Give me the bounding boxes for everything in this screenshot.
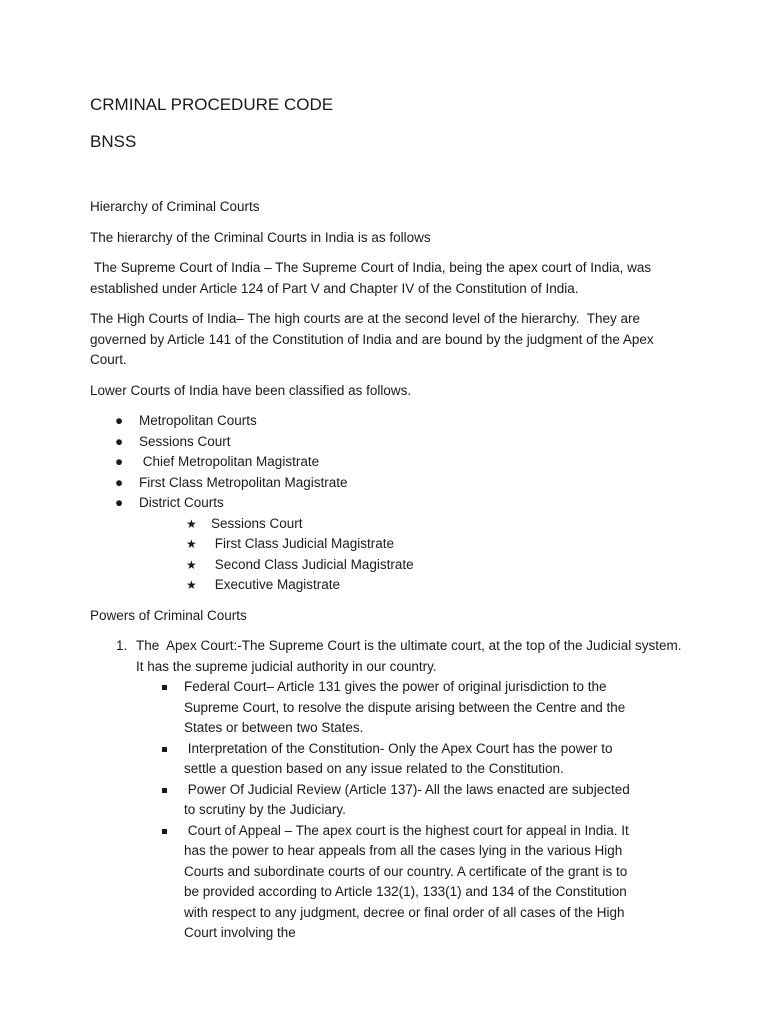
list-item: ★ Second Class Judicial Magistrate bbox=[90, 555, 690, 576]
lower-courts-intro: Lower Courts of India have been classified as follows. bbox=[90, 382, 412, 398]
star-icon: ★ bbox=[186, 578, 197, 592]
bullet-icon: ● bbox=[115, 454, 124, 469]
square-bullet-icon bbox=[162, 685, 167, 690]
list-item: ★ Executive Magistrate bbox=[90, 575, 690, 596]
section-heading-hierarchy: Hierarchy of Criminal Courts bbox=[90, 199, 260, 214]
list-item: ● Chief Metropolitan Magistrate bbox=[90, 452, 690, 473]
list-item: Power Of Judicial Review (Article 137)- All the laws enacted are subjected to scrutiny by the Judiciary. bbox=[136, 780, 636, 821]
square-bullet-icon bbox=[162, 788, 167, 793]
list-item: ● First Class Metropolitan Magistrate bbox=[90, 473, 690, 494]
list-item bbox=[90, 636, 690, 944]
list-number: 1. bbox=[116, 638, 128, 653]
bullet-icon: ● bbox=[115, 474, 124, 490]
list-item: Federal Court– Article 131 gives the power of original jurisdiction to the Supreme Court, to resolve the dispute arising between the Centre and the States or between two States. bbox=[136, 677, 636, 739]
document-title: CRMINAL PROCEDURE CODE bbox=[90, 95, 334, 114]
hierarchy-intro: The hierarchy of the Criminal Courts in India is as follows bbox=[90, 229, 431, 245]
bullet-icon: ● bbox=[115, 495, 124, 510]
square-bullet-icon bbox=[162, 747, 167, 752]
list-item: ★ First Class Judicial Magistrate bbox=[90, 534, 690, 555]
list-item: Interpretation of the Constitution- Only the Apex Court has the power to settle a question based on any issue related to the Constitution. bbox=[136, 739, 636, 780]
district-courts-list bbox=[90, 514, 690, 596]
list-item: ★ Sessions Court bbox=[90, 514, 690, 535]
star-icon: ★ bbox=[186, 537, 197, 551]
bullet-icon: ● bbox=[115, 413, 124, 428]
document-subtitle: BNSS bbox=[90, 132, 137, 151]
document-page bbox=[90, 92, 690, 944]
supreme-court-paragraph: The Supreme Court of India – The Supreme Court of India, being the apex court of India, was established under Article 124 of Part V and Chapter IV of the Constitution of India. bbox=[90, 260, 655, 296]
square-bullet-icon bbox=[162, 829, 167, 834]
star-icon: ★ bbox=[186, 557, 197, 572]
section-heading-powers: Powers of Criminal Courts bbox=[90, 607, 247, 623]
list-item: ● Sessions Court bbox=[90, 432, 690, 453]
star-icon: ★ bbox=[186, 516, 197, 531]
list-item: Court of Appeal – The apex court is the highest court for appeal in India. It has the power to hear appeals from all the cases lying in the various High Courts and subordinate courts of our country. A certificate of the grant is to be provided according to Article 132(1), 133(1) and 134 of the Constitution with respect to any judgment, decree or final order of all cases of the High Court involving the bbox=[136, 821, 636, 944]
high-courts-paragraph: The High Courts of India– The high courts are at the second level of the hierarchy. They are governed by Article 141 of the Constitution of India and are bound by the judgment of the Apex Court. bbox=[90, 311, 658, 367]
bullet-icon: ● bbox=[115, 433, 124, 449]
apex-court-text: The Apex Court:-The Supreme Court is the ultimate court, at the top of the Judicial system. It has the supreme judicial authority in our country. bbox=[136, 638, 686, 674]
apex-court-powers bbox=[136, 677, 690, 944]
lower-courts-list bbox=[90, 411, 690, 514]
powers-list bbox=[90, 636, 690, 944]
list-item: ● District Courts bbox=[90, 493, 690, 514]
list-item: ● Metropolitan Courts bbox=[90, 411, 690, 432]
